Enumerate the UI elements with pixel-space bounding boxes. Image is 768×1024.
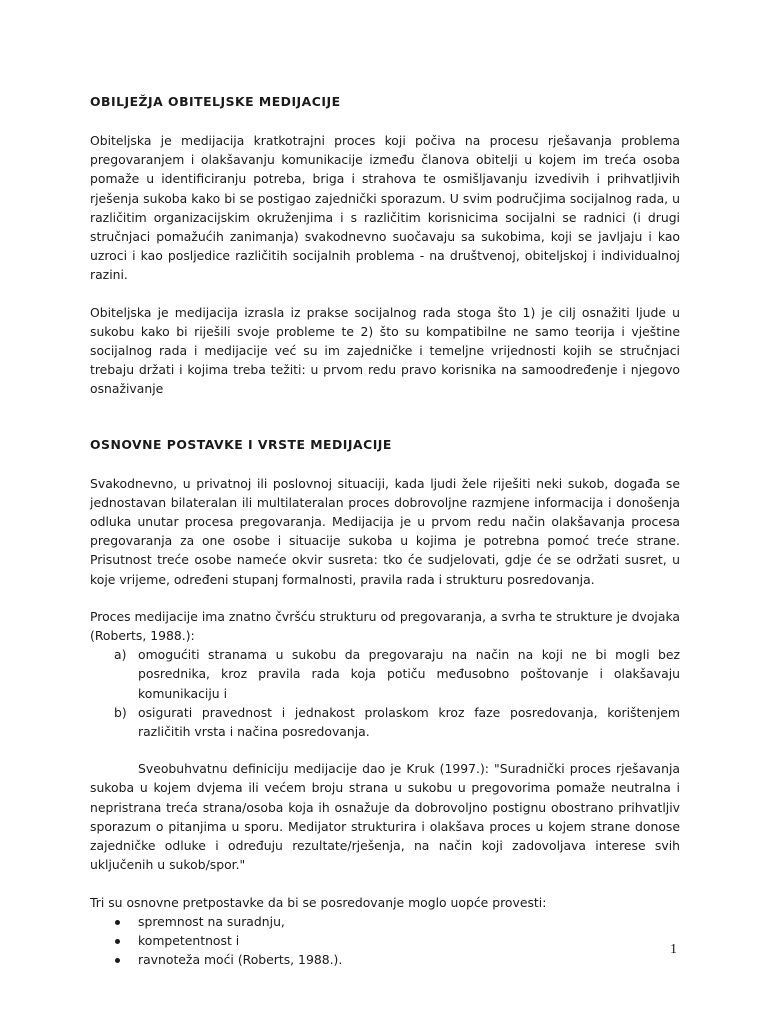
list-item — [90, 703, 680, 741]
section-heading-1: OBILJEŽJA OBITELJSKE MEDIJACIJE — [90, 94, 341, 109]
section-heading-2: OSNOVNE POSTAVKE I VRSTE MEDIJACIJE — [90, 436, 392, 452]
page-number: 1 — [670, 942, 677, 957]
list-item-text: ravnoteža moći (Roberts, 1988.). — [138, 952, 343, 968]
alpha-list — [90, 645, 680, 741]
paragraph-4: Proces medijacije ima znatno čvršću strukturu od pregovaranja, a svrha te strukture je dvojaka (Roberts, 1988.): — [90, 608, 680, 644]
list-item — [90, 645, 680, 703]
list-item-text: spremnost na suradnju, — [138, 913, 285, 929]
list-marker: a) — [114, 647, 127, 663]
page-content — [90, 94, 680, 969]
paragraph-6: Tri su osnovne pretpostavke da bi se posredovanje moglo uopće provesti: — [90, 894, 547, 910]
paragraph-5: Sveobuhvatnu definiciju medijacije dao je Kruk (1997.): "Suradnički proces rješavanja sukoba u kojem dvjema ili većem broju strana u sukobu u pregovorima pomaže neutralna i nepristrana treća strana/osoba koja ih osnažuje da dobrovoljno postignu obostrano prihvatljiv sporazum o pitanjima u sporu. Medijator strukturira i olakšava proces u kojem strane donose zajedničke odluke i određuju rezultate/rješenja, na način koji zadovoljava interese svih uključenih u sukob/spor." — [90, 761, 680, 873]
list-item-text: kompetentnost i — [138, 932, 240, 948]
bullet-icon — [115, 920, 120, 925]
list-marker: b) — [114, 704, 127, 720]
list-item-text: osigurati pravednost i jednakost prolaskom kroz faze posredovanja, korištenjem različitih vrsta i načina posredovanja. — [138, 704, 680, 740]
bullet-icon — [115, 958, 120, 963]
list-item — [90, 912, 680, 931]
bullet-icon — [115, 939, 120, 944]
list-item-text: omogućiti stranama u sukobu da pregovaraju na način na koji ne bi mogli bez posrednika, kroz pravila rada koja potiču međusobno poštovanje i olakšavaju komunikaciju i — [138, 647, 680, 701]
paragraph-3: Svakodnevno, u privatnoj ili poslovnoj situaciji, kada ljudi žele riješiti neki sukob, događa se jednostavan bilateralan ili multilateralan proces dobrovoljne razmjene informacija i donošenja odluka unutar procesa pregovaranja. Medijacija je u prvom redu način olakšavanja procesa pregovaranja za one osobe i situacije sukoba u kojima je potrebna pomoć treće strane. Prisutnost treće osobe nameće okvir susreta: tko će sudjelovati, gdje će se održati susret, u koje vrijeme, određeni stupanj formalnosti, pravila rada i strukturu posredovanja. — [90, 475, 680, 587]
paragraph-1: Obiteljska je medijacija kratkotrajni proces koji počiva na procesu rješavanja problema pregovaranjem i olakšavanju komunikacije između članova obitelji u kojem im treća osoba pomaže u identificiranju potreba, briga i strahova te osmišljavanju izvedivih i prihvatljivih rješenja sukoba kako bi se postigao zajednički sporazum. U svim područjima socijalnog rada, u različitim organizacijskim okruženjima i s različitim korisnicima socijalni se radnici (i drugi stručnjaci pomažućih zanimanja) svakodnevno suočavaju sa sukobima, koji se javljaju i kao uzroci i kao posljedice različitih socijalnih problema - na društvenoj, obiteljskoj i individualnoj razini. — [90, 133, 680, 283]
paragraph-2: Obiteljska je medijacija izrasla iz prakse socijalnog rada stoga što 1) je cilj osnažiti ljude u sukobu kako bi riješili svoje probleme te 2) što su kompatibilne ne samo teorija i vještine socijalnog rada i medijacije već su im zajedničke i temeljne vrijednosti kojih se stručnjaci trebaju držati i kojima treba težiti: u prvom redu pravo korisnika na samoodređenje i njegovo osnaživanje — [90, 304, 680, 397]
list-item — [90, 950, 680, 969]
bullet-list — [90, 912, 680, 970]
list-item — [90, 931, 680, 950]
